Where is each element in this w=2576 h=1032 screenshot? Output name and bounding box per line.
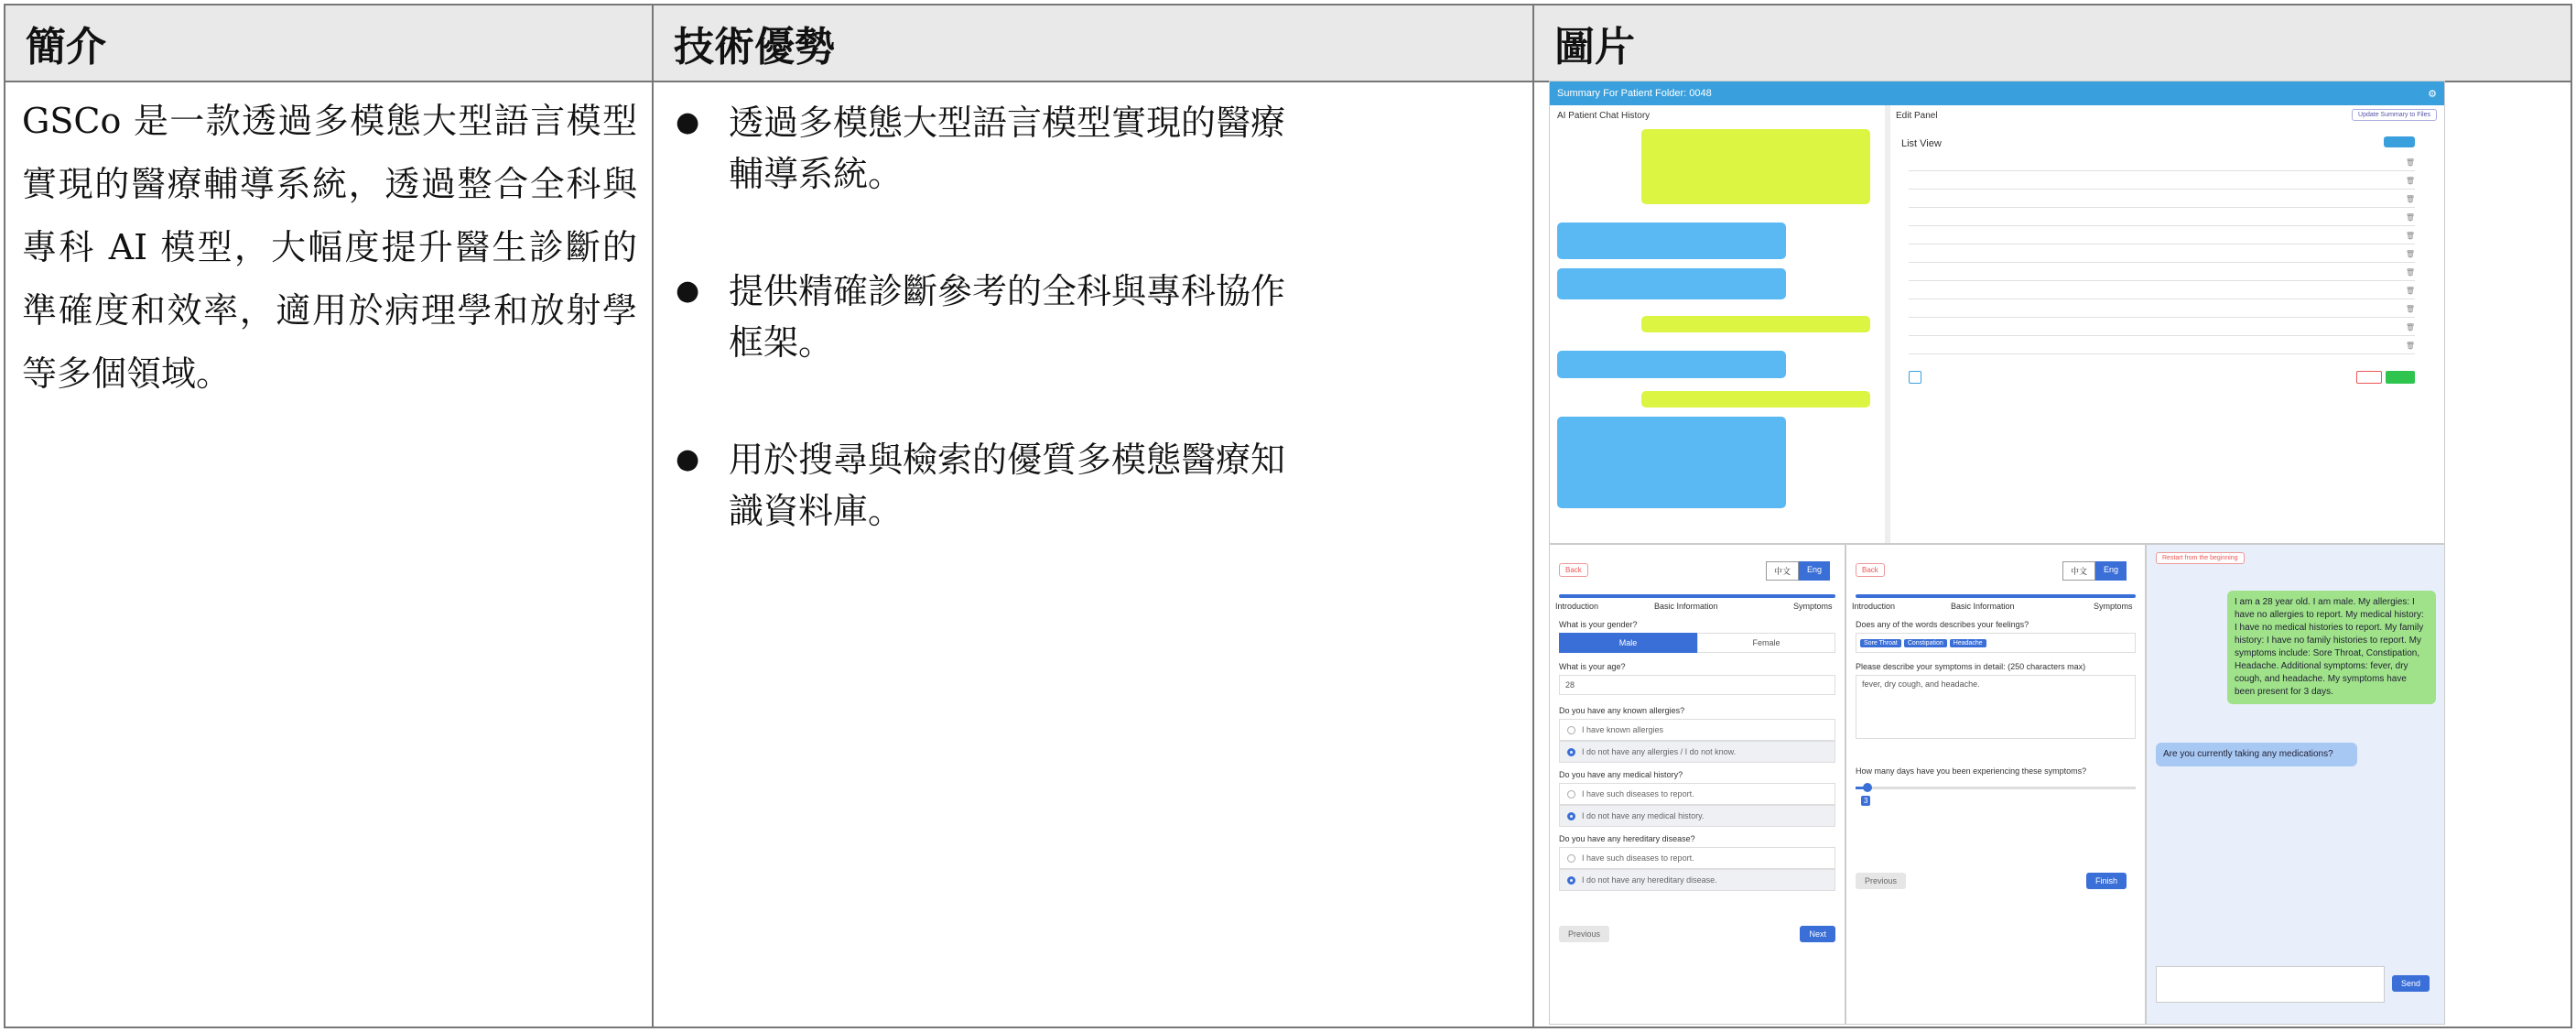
previous-button[interactable]: Previous bbox=[1559, 926, 1609, 942]
chat-bubble-ai bbox=[1557, 351, 1786, 378]
lang-zh-button[interactable]: 中文 bbox=[1766, 561, 1799, 581]
days-question: How many days have you been experiencing these symptoms? bbox=[1856, 766, 2087, 776]
advantage-item: ● 透過多模態大型語言模型實現的醫療 輔導系統。 bbox=[666, 97, 1536, 200]
col-divider-1 bbox=[652, 5, 654, 1027]
days-slider-handle[interactable] bbox=[1863, 783, 1872, 792]
chat-screenshot bbox=[2146, 544, 2445, 1025]
gear-icon: ⚙ bbox=[2428, 88, 2437, 100]
hereditary-option[interactable]: I do not have any hereditary disease. bbox=[1559, 869, 1835, 891]
advantage-item: ● 用於搜尋與檢索的優質多模態醫療知 識資料庫。 bbox=[666, 434, 1536, 537]
edit-panel bbox=[1890, 105, 2445, 544]
allergy-option[interactable]: I do not have any allergies / I do not know. bbox=[1559, 741, 1835, 763]
restart-button[interactable]: Restart from the beginning bbox=[2156, 552, 2245, 564]
chat-bubble-ai: Are you currently taking any medications? bbox=[2156, 743, 2357, 766]
progress-bar bbox=[1856, 594, 2136, 598]
tag-chip[interactable]: Constipation bbox=[1904, 639, 1947, 647]
list-item[interactable]: 🗑 bbox=[1909, 246, 2415, 263]
basic-info-screenshot bbox=[1549, 544, 1845, 1025]
medical-option[interactable]: I do not have any medical history. bbox=[1559, 805, 1835, 827]
summary-title-bar bbox=[1550, 81, 2444, 105]
chat-input[interactable] bbox=[2156, 966, 2385, 1003]
gender-question: What is your gender? bbox=[1559, 620, 1638, 629]
feelings-question: Does any of the words describes your feelings? bbox=[1856, 620, 2029, 629]
insert-button[interactable] bbox=[2384, 136, 2415, 147]
chat-history-title: AI Patient Chat History bbox=[1557, 111, 1651, 121]
progress-bar bbox=[1559, 594, 1835, 598]
list-item[interactable]: 🗑 bbox=[1909, 320, 2415, 336]
hereditary-question: Do you have any hereditary disease? bbox=[1559, 834, 1695, 843]
list-item[interactable]: 🗑 bbox=[1909, 228, 2415, 244]
finish-button[interactable]: Finish bbox=[2086, 873, 2127, 889]
symptom-detail-textarea[interactable]: fever, dry cough, and headache. bbox=[1856, 675, 2136, 739]
chat-bubble-user bbox=[1641, 391, 1870, 407]
gender-male[interactable]: Male bbox=[1559, 633, 1697, 653]
step-introduction: Introduction bbox=[1555, 602, 1599, 611]
lang-zh-button[interactable]: 中文 bbox=[2062, 561, 2095, 581]
chat-bubble-user bbox=[1641, 316, 1870, 332]
list-item[interactable]: 🗑 bbox=[1909, 173, 2415, 190]
gender-female[interactable]: Female bbox=[1697, 633, 1835, 653]
list-item[interactable]: 🗑 bbox=[1909, 283, 2415, 299]
days-value-badge: 3 bbox=[1861, 796, 1870, 806]
advantages-list bbox=[666, 97, 1536, 603]
tag-chip[interactable]: Sore Throat bbox=[1860, 639, 1901, 647]
language-toggle[interactable] bbox=[1766, 561, 1830, 581]
update-summary-button[interactable]: Update Summary to Files bbox=[2352, 109, 2437, 121]
list-item[interactable]: 🗑 bbox=[1909, 301, 2415, 318]
summary-screenshot bbox=[1549, 81, 2445, 544]
symptoms-screenshot bbox=[1845, 544, 2146, 1025]
intro-text: GSCo 是一款透過多模態大型語言模型實現的醫療輔導系統，透過整合全科與專科 AI 模型，大幅度提升醫生診斷的準確度和效率，適用於病理學和放射學等多個領域。 bbox=[22, 101, 637, 394]
lang-en-button[interactable]: Eng bbox=[1799, 561, 1830, 581]
previous-button[interactable]: Previous bbox=[1856, 873, 1906, 889]
allergy-question: Do you have any known allergies? bbox=[1559, 706, 1685, 715]
list-item[interactable]: 🗑 bbox=[1909, 265, 2415, 281]
next-button[interactable]: Next bbox=[1800, 926, 1835, 942]
save-button[interactable] bbox=[2386, 371, 2415, 384]
advantage-item: ● 提供精確診斷參考的全科與專科協作 框架。 bbox=[666, 266, 1536, 368]
gender-selector[interactable] bbox=[1559, 633, 1835, 653]
header-advantages: 技術優勢 bbox=[674, 24, 835, 71]
add-item-button[interactable] bbox=[1909, 371, 1921, 384]
step-introduction: Introduction bbox=[1852, 602, 1896, 611]
back-button[interactable]: Back bbox=[1559, 563, 1588, 577]
chat-history-panel bbox=[1550, 105, 1884, 544]
lang-en-button[interactable]: Eng bbox=[2095, 561, 2127, 581]
send-button[interactable]: Send bbox=[2392, 975, 2430, 992]
allergy-option[interactable]: I have known allergies bbox=[1559, 719, 1835, 741]
summary-title: Summary For Patient Folder: 0048 bbox=[1557, 88, 1712, 99]
age-question: What is your age? bbox=[1559, 662, 1626, 671]
step-symptoms: Symptoms bbox=[1793, 602, 1833, 611]
language-toggle[interactable] bbox=[2062, 561, 2127, 581]
back-button[interactable]: Back bbox=[1856, 563, 1885, 577]
list-item[interactable]: 🗑 bbox=[1909, 338, 2415, 354]
days-slider-track[interactable] bbox=[1856, 787, 2136, 789]
medical-option[interactable]: I have such diseases to report. bbox=[1559, 783, 1835, 805]
reset-button[interactable] bbox=[2356, 371, 2382, 384]
chat-bubble-user bbox=[1641, 129, 1870, 204]
step-basic-info: Basic Information bbox=[1654, 602, 1718, 611]
hereditary-option[interactable]: I have such diseases to report. bbox=[1559, 847, 1835, 869]
tag-chip[interactable]: Headache bbox=[1950, 639, 1986, 647]
age-input[interactable]: 28 bbox=[1559, 675, 1835, 695]
header-intro: 簡介 bbox=[26, 24, 106, 71]
chat-bubble-ai bbox=[1557, 417, 1786, 508]
chat-bubble-user: I am a 28 year old. I am male. My allergies: I have no allergies to report. My medical history: I have no medical histories to report. My family history: I have no family histories to report. My symptoms include: Sore Throat, Constipation, Headache. Additional symptoms: fever, dry cough, and headache. My symptoms have been present for 3 days. bbox=[2227, 591, 2436, 704]
list-item[interactable]: 🗑 bbox=[1909, 210, 2415, 226]
chat-bubble-ai bbox=[1557, 223, 1786, 259]
medical-question: Do you have any medical history? bbox=[1559, 770, 1683, 779]
list-view-title: List View bbox=[1901, 138, 1942, 149]
detail-question: Please describe your symptoms in detail: (250 characters max) bbox=[1856, 662, 2086, 671]
list-item[interactable]: 🗑 bbox=[1909, 155, 2415, 171]
step-symptoms: Symptoms bbox=[2094, 602, 2133, 611]
step-basic-info: Basic Information bbox=[1951, 602, 2015, 611]
list-item[interactable]: 🗑 bbox=[1909, 191, 2415, 208]
chat-bubble-ai bbox=[1557, 268, 1786, 299]
symptom-tags-select[interactable] bbox=[1856, 633, 2136, 653]
header-images: 圖片 bbox=[1554, 24, 1635, 71]
edit-panel-title: Edit Panel bbox=[1896, 111, 1938, 121]
